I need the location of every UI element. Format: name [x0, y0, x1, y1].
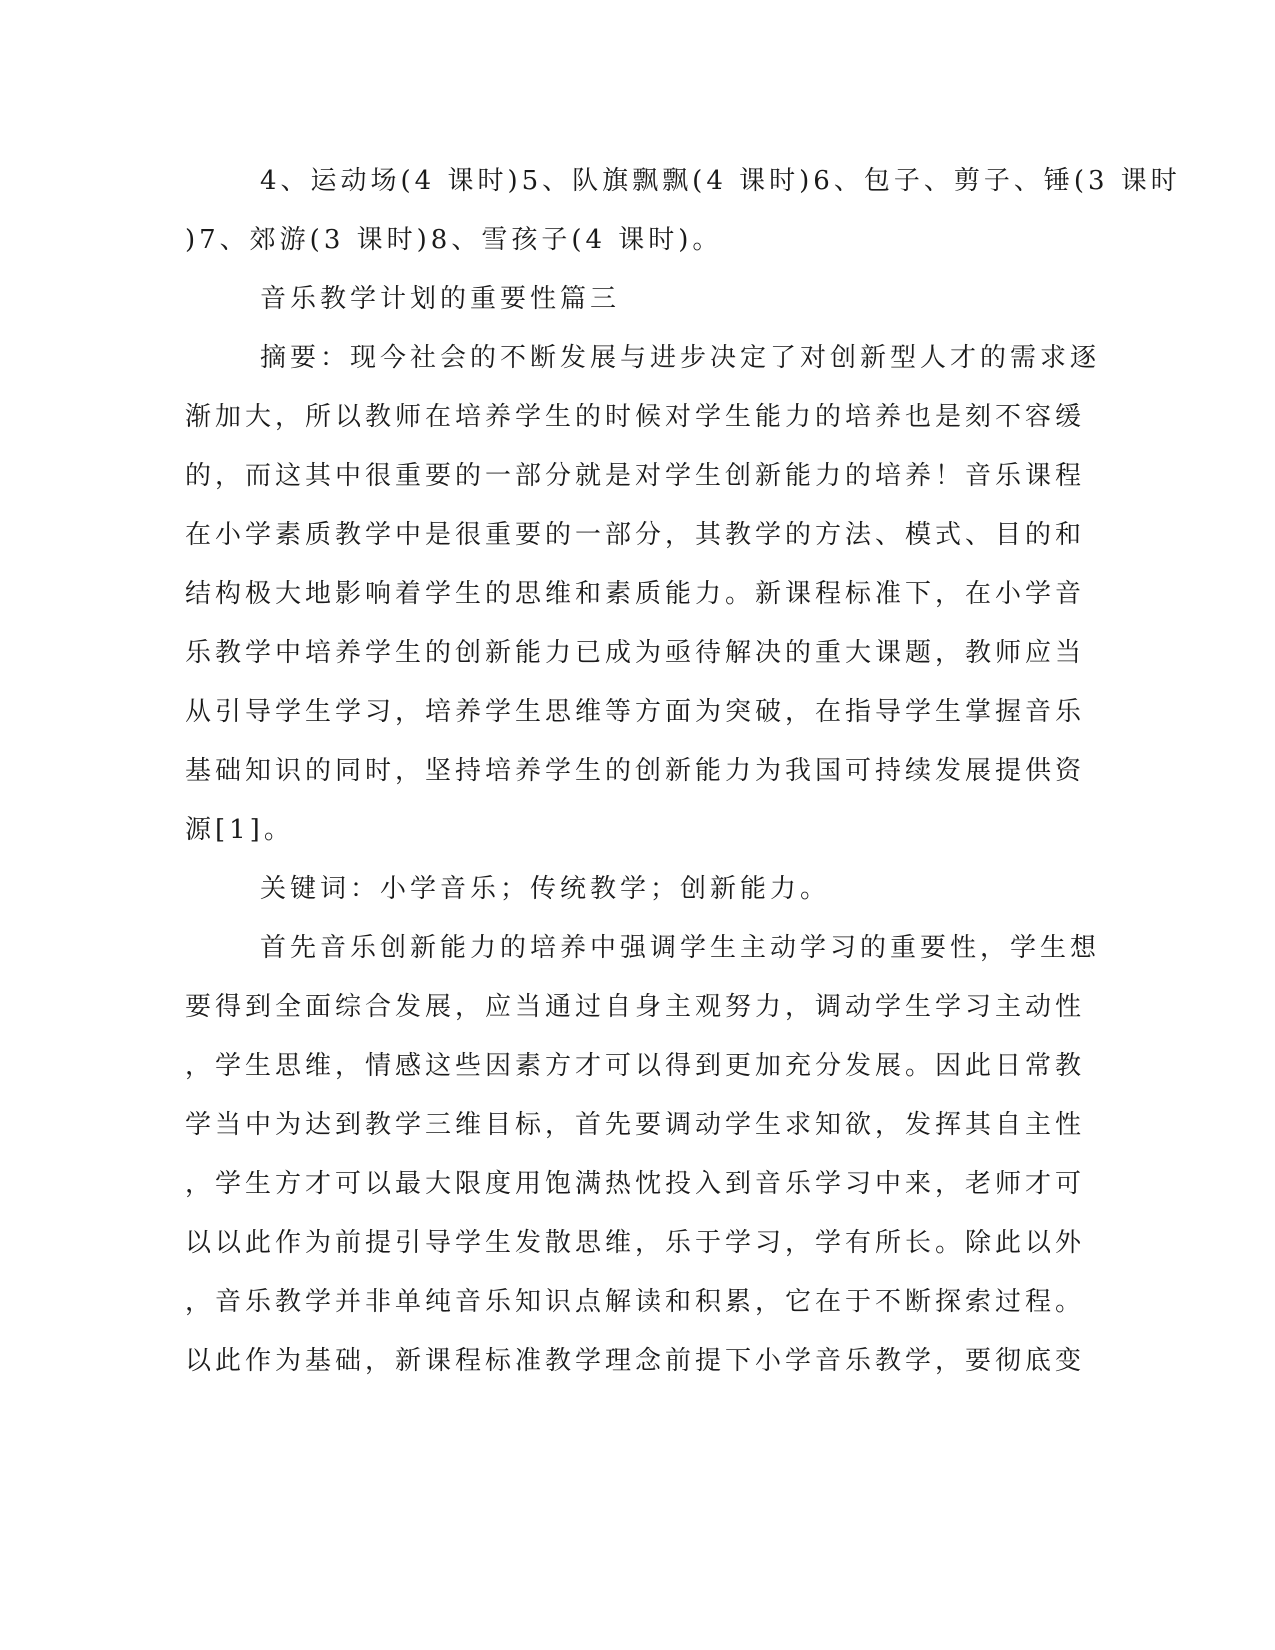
- body-line-3: ，学生思维，情感这些因素方才可以得到更加充分发展。因此日常教: [185, 1051, 1086, 1081]
- body-line-6: 以以此作为前提引导学生发散思维，乐于学习，学有所长。除此以外: [185, 1228, 1086, 1258]
- body-line-8: 以此作为基础，新课程标准教学理念前提下小学音乐教学，要彻底变: [185, 1346, 1086, 1376]
- abstract-line-2: 渐加大，所以教师在培养学生的时候对学生能力的培养也是刻不容缓: [185, 402, 1086, 432]
- abstract-line-9: 源[1]。: [185, 815, 294, 845]
- keywords-line: 关键词：小学音乐；传统教学；创新能力。: [260, 874, 831, 904]
- abstract-line-7: 从引导学生学习，培养学生思维等方面为突破，在指导学生掌握音乐: [185, 697, 1086, 727]
- abstract-line-1: 摘要：现今社会的不断发展与进步决定了对创新型人才的需求逐: [260, 343, 1101, 373]
- body-line-5: ，学生方才可以最大限度用饱满热忱投入到音乐学习中来，老师才可: [185, 1169, 1086, 1199]
- abstract-line-8: 基础知识的同时，坚持培养学生的创新能力为我国可持续发展提供资: [185, 756, 1086, 786]
- schedule-line-1: 4、运动场(4 课时)5、队旗飘飘(4 课时)6、包子、剪子、锤(3 课时: [260, 166, 1181, 196]
- body-line-1: 首先音乐创新能力的培养中强调学生主动学习的重要性，学生想: [260, 933, 1101, 963]
- abstract-line-5: 结构极大地影响着学生的思维和素质能力。新课程标准下，在小学音: [185, 579, 1086, 609]
- body-line-7: ，音乐教学并非单纯音乐知识点解读和积累，它在于不断探索过程。: [185, 1287, 1086, 1317]
- abstract-line-6: 乐教学中培养学生的创新能力已成为亟待解决的重大课题，教师应当: [185, 638, 1086, 668]
- abstract-line-4: 在小学素质教学中是很重要的一部分，其教学的方法、模式、目的和: [185, 520, 1086, 550]
- abstract-line-3: 的，而这其中很重要的一部分就是对学生创新能力的培养！音乐课程: [185, 461, 1086, 491]
- section-title: 音乐教学计划的重要性篇三: [260, 284, 621, 314]
- body-line-4: 学当中为达到教学三维目标，首先要调动学生求知欲，发挥其自主性: [185, 1110, 1086, 1140]
- body-line-2: 要得到全面综合发展，应当通过自身主观努力，调动学生学习主动性: [185, 992, 1086, 1022]
- schedule-line-2: )7、郊游(3 课时)8、雪孩子(4 课时)。: [185, 225, 723, 255]
